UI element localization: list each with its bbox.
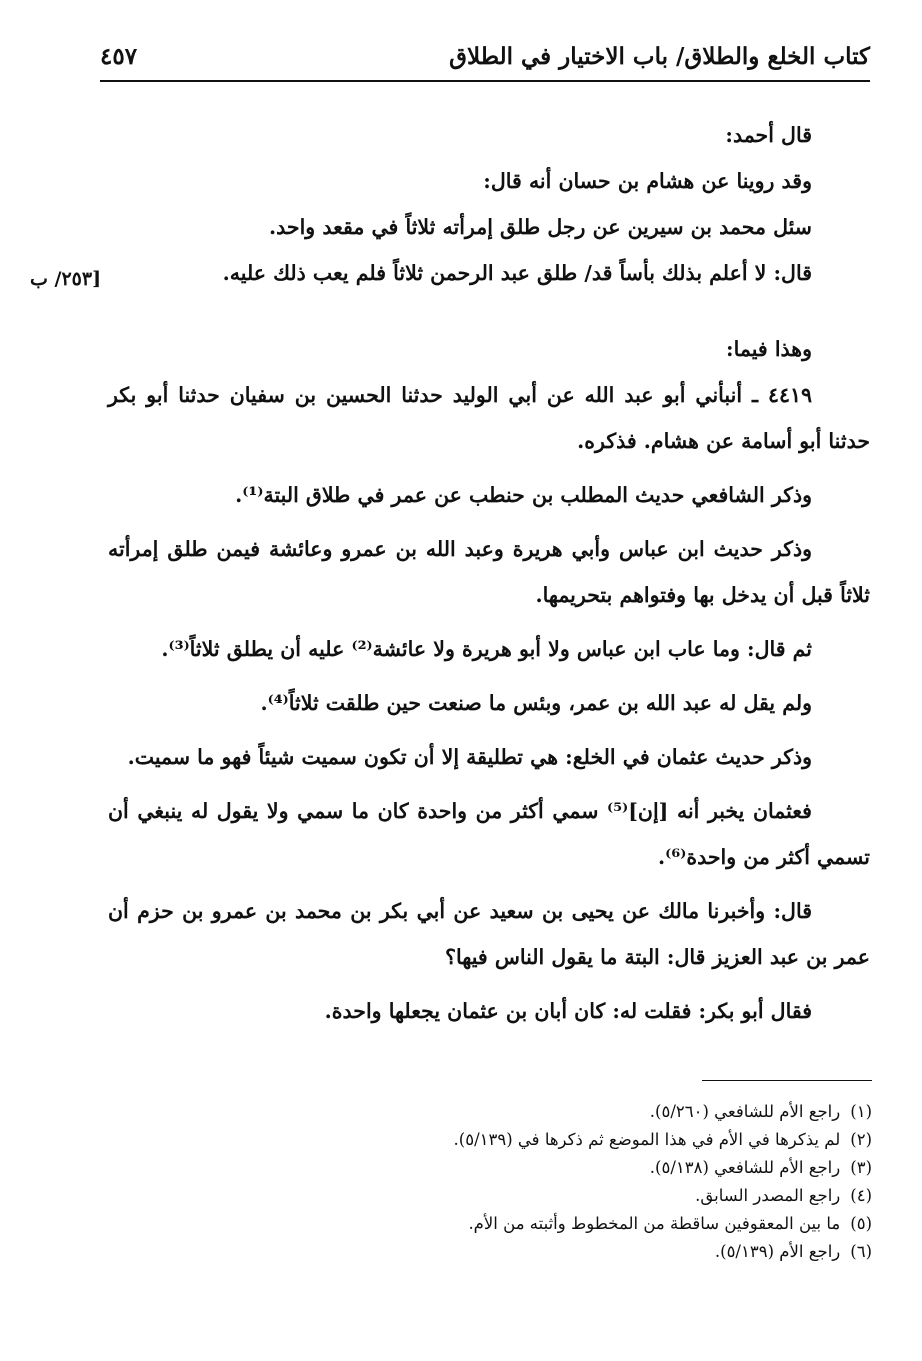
paragraph: ثم قال: وما عاب ابن عباس ولا أبو هريرة ولا عائشة⁽²⁾ عليه أن يطلق ثلاثاً⁽³⁾. <box>161 637 812 661</box>
paragraph: وذكر حديث عثمان في الخلع: هي تطليقة إلا أن تكون سميت شيئاً فهو ما سميت. <box>127 745 812 769</box>
running-header <box>100 36 870 76</box>
hadith-text: أنبأني أبو عبد الله عن أبي الوليد حدثنا الحسين بن سفيان حدثنا أبو بكر حدثنا أبو أسامة عن هشام. فذكره. <box>108 383 870 453</box>
footnote-text: ما بين المعقوفين ساقطة من المخطوط وأثبته من الأم. <box>468 1214 841 1233</box>
footnote-text: لم يذكرها في الأم في هذا الموضع ثم ذكرها في (٥/١٣٩). <box>453 1130 841 1149</box>
footnote-text: راجع الأم (٥/١٣٩). <box>714 1242 841 1261</box>
paragraph: ولم يقل له عبد الله بن عمر، وبئس ما صنعت حين طلقت ثلاثاً⁽⁴⁾. <box>260 691 812 715</box>
footnote <box>300 1210 872 1238</box>
paragraph: فقال أبو بكر: فقلت له: كان أبان بن عثمان يجعلها واحدة. <box>324 999 812 1023</box>
manuscript-folio-note: [٢٥٣/ ب <box>30 268 102 290</box>
footnote-text: راجع الأم للشافعي (٥/١٣٨). <box>649 1158 841 1177</box>
footnote <box>300 1126 872 1154</box>
footnote-mark: (٦) <box>850 1242 872 1261</box>
main-text <box>108 112 870 1034</box>
footnote <box>300 1098 872 1126</box>
header-divider <box>100 80 870 82</box>
chapter-title: كتاب الخلع والطلاق/ باب الاختيار في الطلاق <box>449 42 870 70</box>
footnote-mark: (٤) <box>850 1186 872 1205</box>
page-number: ٤٥٧ <box>100 42 138 70</box>
footnotes <box>300 1098 872 1266</box>
paragraph: سئل محمد بن سيرين عن رجل طلق إمرأته ثلاثاً في مقعد واحد. <box>269 215 812 239</box>
footnote-mark: (١) <box>850 1102 872 1121</box>
paragraph: قال: لا أعلم بذلك بأساً قد/ طلق عبد الرحمن ثلاثاً فلم يعب ذلك عليه. <box>222 261 812 285</box>
footnote-text: راجع المصدر السابق. <box>695 1186 841 1205</box>
paragraph: وهذا فيما: <box>726 337 812 361</box>
footnote <box>300 1238 872 1266</box>
footnote <box>300 1154 872 1182</box>
paragraph: وقد روينا عن هشام بن حسان أنه قال: <box>483 169 812 193</box>
footnote-text: راجع الأم للشافعي (٥/٢٦٠). <box>649 1102 841 1121</box>
paragraph: قال أحمد: <box>725 123 812 147</box>
footnote <box>300 1182 872 1210</box>
footnote-mark: (٥) <box>850 1214 872 1233</box>
hadith-paragraph <box>108 372 870 464</box>
hadith-number: ٤٤١٩ ـ <box>751 383 812 407</box>
paragraph: فعثمان يخبر أنه [إن]⁽⁵⁾ سمي أكثر من واحدة كان ما سمي ولا يقول له ينبغي أن تسمي أكثر من واحدة⁽⁶⁾. <box>108 799 870 869</box>
footnote-divider <box>702 1080 872 1081</box>
footnote-mark: (٣) <box>850 1158 872 1177</box>
paragraph: وذكر الشافعي حديث المطلب بن حنطب عن عمر في طلاق البتة⁽¹⁾. <box>235 483 812 507</box>
paragraph: قال: وأخبرنا مالك عن يحيى بن سعيد عن أبي بكر بن محمد بن عمرو بن حزم أن عمر بن عبد العزيز قال: البتة ما يقول الناس فيها؟ <box>108 899 870 969</box>
paragraph: وذكر حديث ابن عباس وأبي هريرة وعبد الله بن عمرو وعائشة فيمن طلق إمرأته ثلاثاً قبل أن يدخل بها وفتواهم بتحريمها. <box>108 537 870 607</box>
footnote-mark: (٢) <box>850 1130 872 1149</box>
